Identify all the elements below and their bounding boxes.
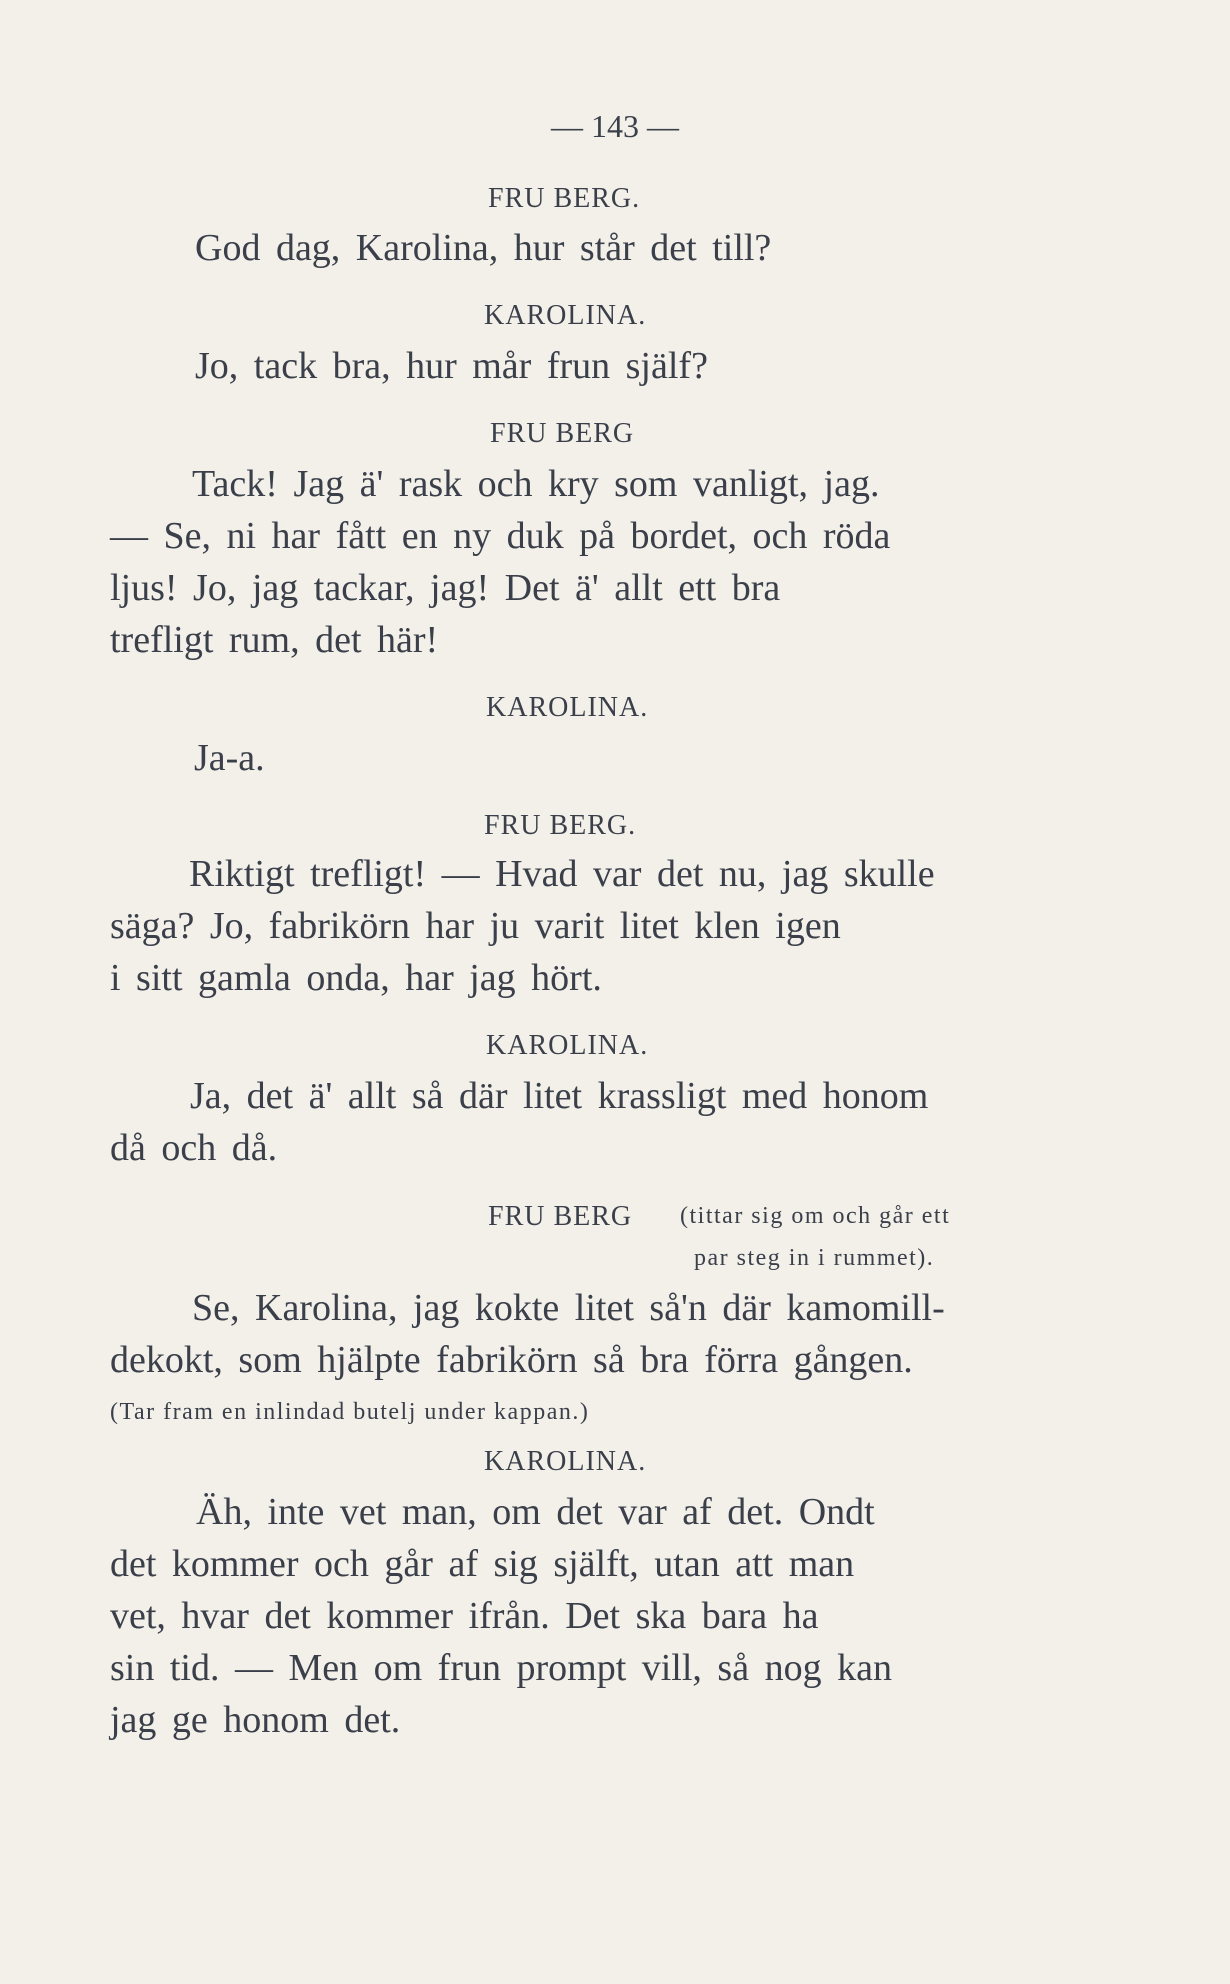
dialogue-line: God dag, Karolina, hur står det till? [195, 227, 772, 269]
stage-direction: (Tar fram en inlindad butelj under kappan.) [110, 1399, 590, 1425]
speaker-label: KAROLINA. [484, 1446, 647, 1477]
speaker-label: KAROLINA. [484, 300, 647, 331]
dialogue-line: Ja, det ä' allt så där litet krassligt med honom [190, 1075, 929, 1117]
dialogue-line: det kommer och går af sig själft, utan att man [110, 1543, 855, 1585]
page-number: — 143 — [551, 108, 679, 144]
speaker-label: KAROLINA. [486, 1030, 649, 1061]
speaker-label: FRU BERG [490, 418, 635, 449]
dialogue-line: då och då. [110, 1127, 278, 1169]
speaker-label: FRU BERG. [488, 183, 641, 214]
dialogue-line: dekokt, som hjälpte fabrikörn så bra förra gången. [110, 1339, 913, 1381]
dialogue-line: trefligt rum, det här! [110, 619, 439, 661]
dialogue-line: säga? Jo, fabrikörn har ju varit litet klen igen [110, 905, 841, 947]
dialogue-line: Jo, tack bra, hur mår frun själf? [195, 345, 708, 387]
dialogue-line: i sitt gamla onda, har jag hört. [110, 957, 602, 999]
dialogue-line: jag ge honom det. [110, 1699, 401, 1741]
speaker-label: FRU BERG. [484, 810, 637, 841]
speaker-label: KAROLINA. [486, 692, 649, 723]
stage-direction: (tittar sig om och går ett [680, 1203, 951, 1229]
dialogue-line: ljus! Jo, jag tackar, jag! Det ä' allt ett bra [110, 567, 781, 609]
dialogue-line: Se, Karolina, jag kokte litet så'n där kamomill- [192, 1287, 945, 1329]
dialogue-line: Tack! Jag ä' rask och kry som vanligt, jag. [192, 463, 880, 505]
stage-direction: par steg in i rummet). [694, 1245, 935, 1271]
dialogue-line: Riktigt trefligt! — Hvad var det nu, jag skulle [189, 853, 935, 895]
speaker-label: FRU BERG [488, 1201, 633, 1232]
dialogue-line: Äh, inte vet man, om det var af det. Ondt [196, 1491, 875, 1533]
dialogue-line: Ja-a. [194, 737, 265, 779]
dialogue-line: vet, hvar det kommer ifrån. Det ska bara ha [110, 1595, 819, 1637]
dialogue-line: — Se, ni har fått en ny duk på bordet, och röda [110, 515, 891, 557]
dialogue-line: sin tid. — Men om frun prompt vill, så nog kan [110, 1647, 892, 1689]
